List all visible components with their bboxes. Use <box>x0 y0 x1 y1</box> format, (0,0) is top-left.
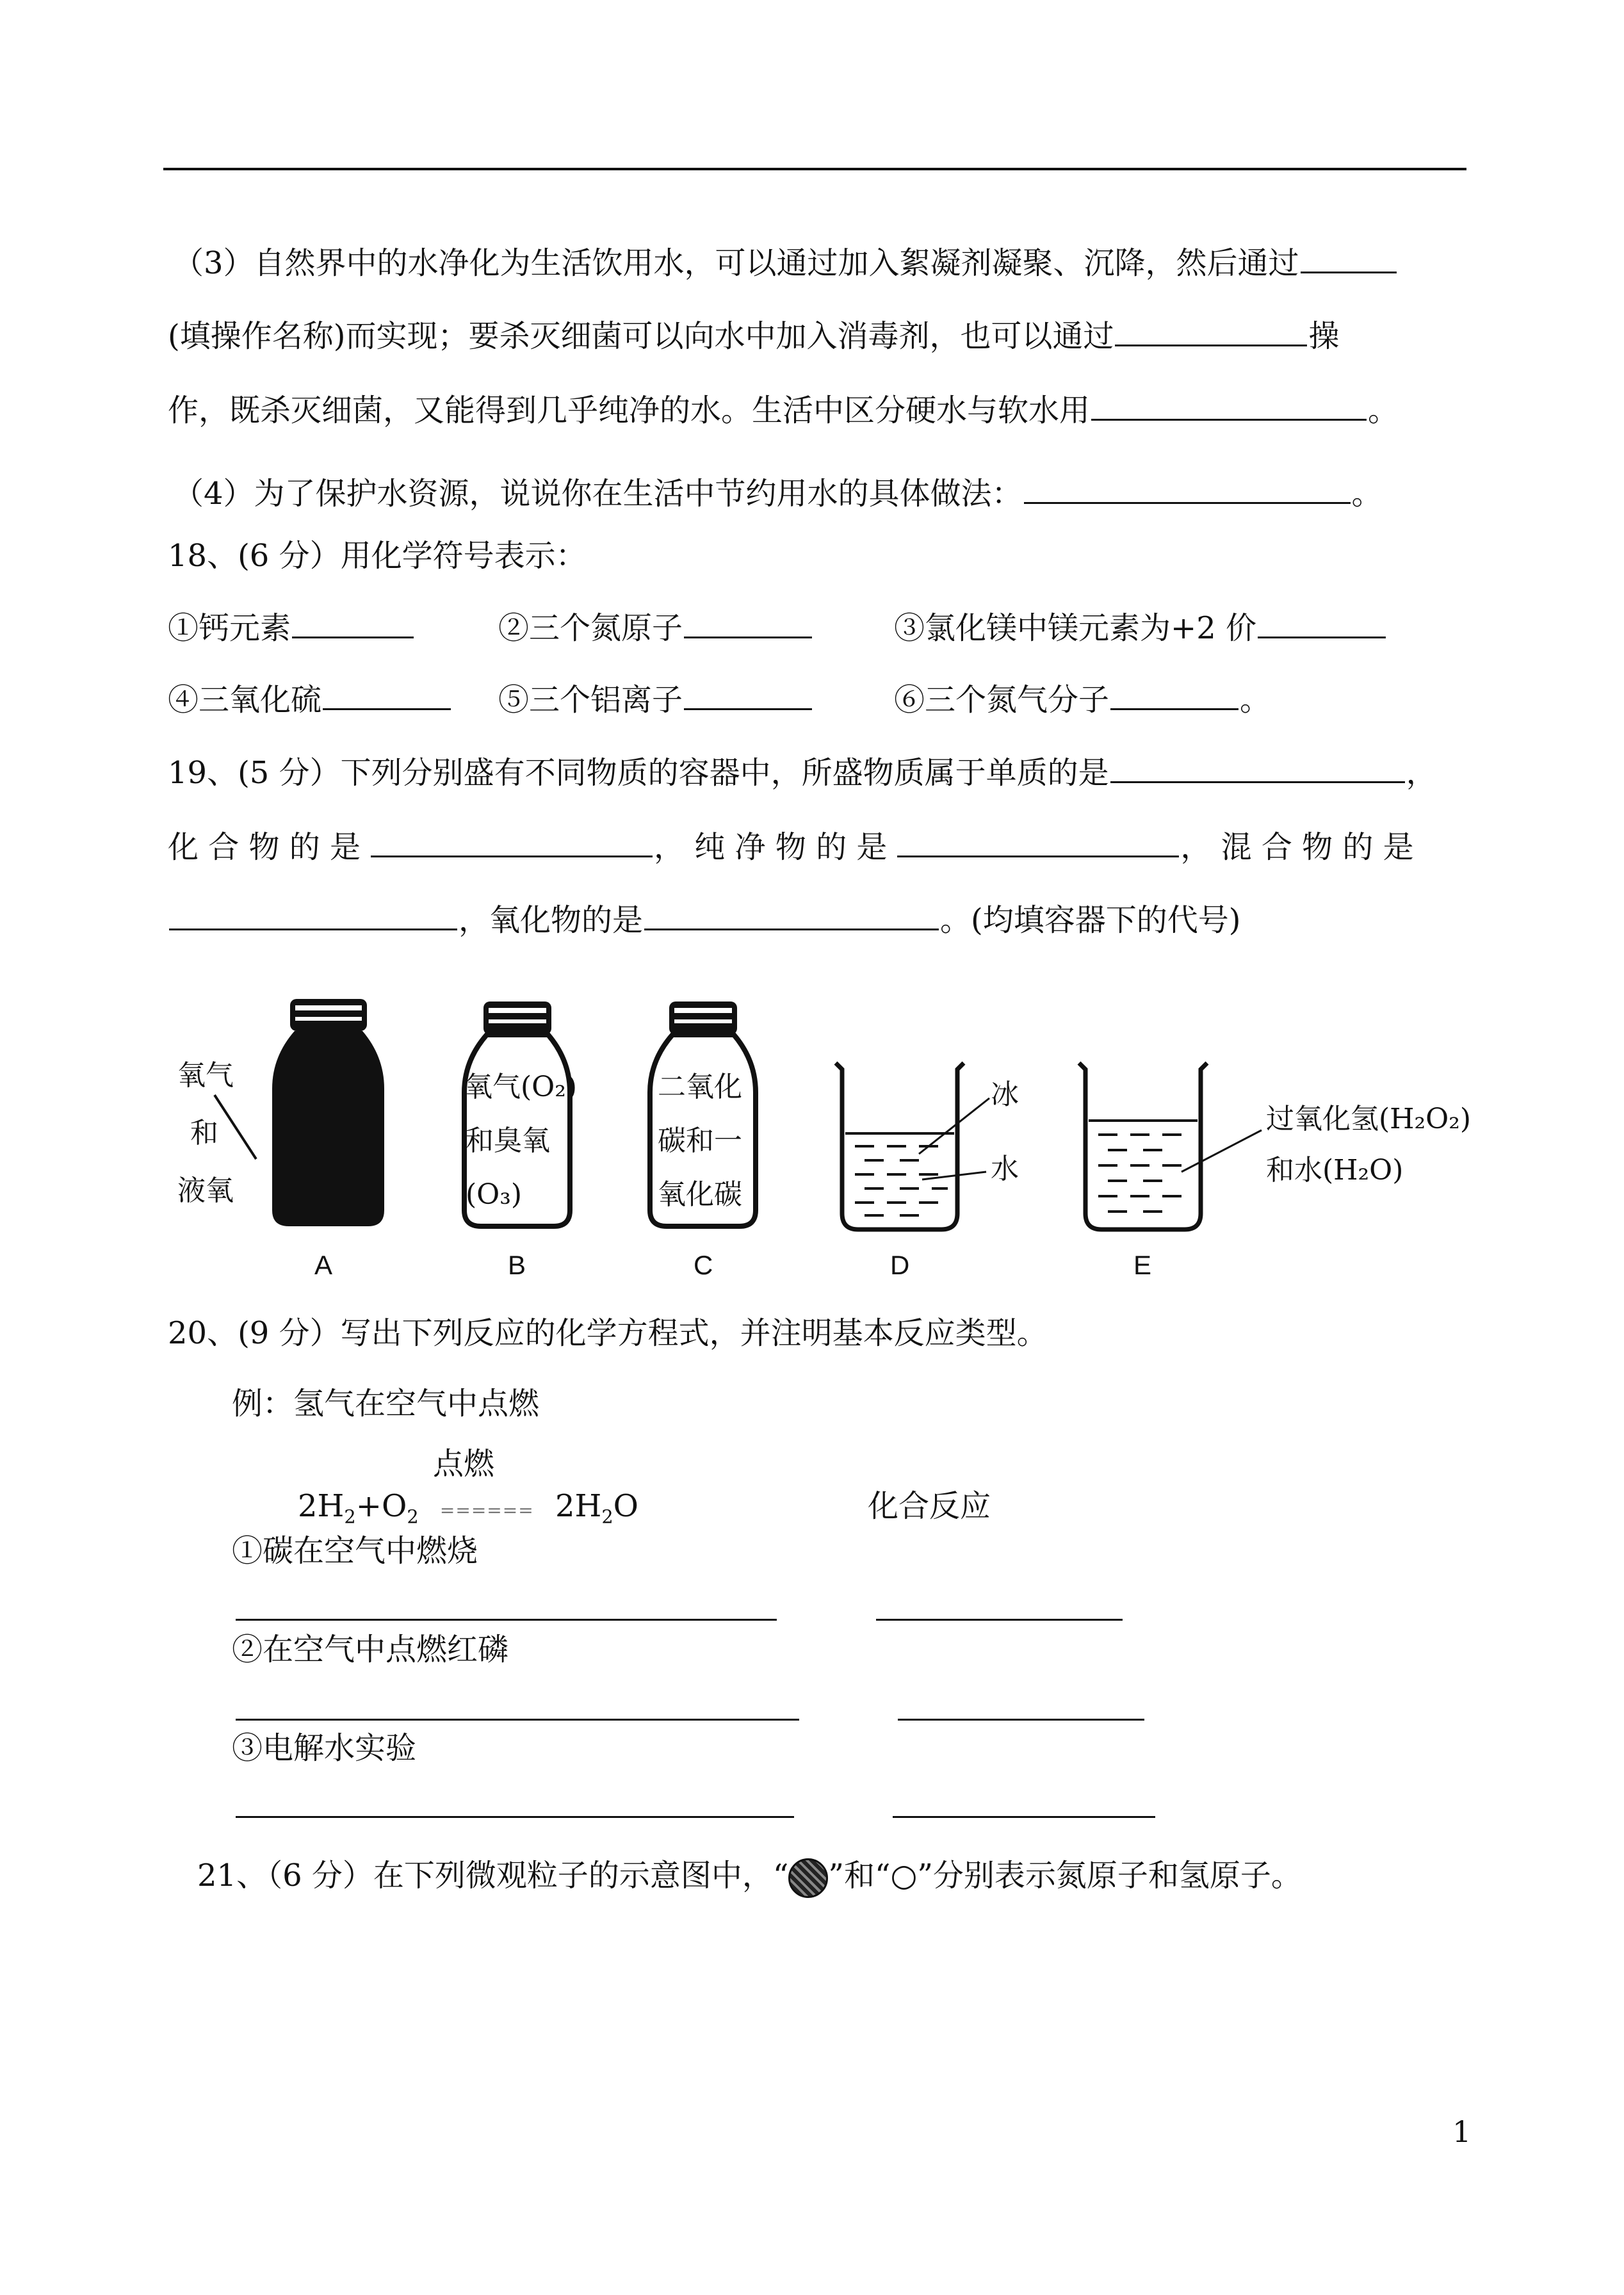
q17-p3-text-a: （3）自然界中的水净化为生活饮用水，可以通过加入絮凝剂凝聚、沉降，然后通过 <box>173 245 1299 281</box>
beaker-e <box>1079 1063 1262 1229</box>
answer-blank[interactable] <box>1110 752 1405 783</box>
q20-example: 例：氢气在空气中点燃 <box>232 1386 540 1422</box>
container-d-ice-label: 冰 <box>991 1078 1019 1111</box>
q18-item-1: ①钙元素 <box>168 607 415 647</box>
q20-condition: 点燃 <box>433 1446 495 1482</box>
answer-blank[interactable] <box>644 899 939 930</box>
q20-item-3: ③电解水实验 <box>232 1730 417 1766</box>
q17-p3-line2 <box>168 315 1339 355</box>
container-e-label-1: 过氧化氢(H₂O₂) <box>1266 1103 1472 1135</box>
q18-item-4: ④三氧化硫 <box>168 679 452 719</box>
container-b-text-3: (O₃) <box>466 1178 523 1211</box>
answer-blank[interactable] <box>1301 242 1397 273</box>
q18-item-2: ②三个氮原子 <box>498 607 813 647</box>
answer-line-type-1[interactable] <box>876 1619 1123 1621</box>
q19-line3: ，氧化物的是 。(均填容器下的代号) <box>168 899 1240 939</box>
q18-item-5: ⑤三个铝离子 <box>498 679 813 719</box>
header-rule <box>163 168 1466 170</box>
container-a-label-1: 氧气 <box>177 1059 234 1092</box>
q17-p3-text-c: 作，既杀灭细菌，又能得到几乎纯净的水。生活中区分硬水与软水用 <box>168 393 1091 428</box>
answer-blank[interactable] <box>684 607 812 638</box>
answer-blank[interactable] <box>1110 679 1238 710</box>
q21-line: 21、（6 分）在下列微观粒子的示意图中，“ ”和“○”分别表示氮原子和氢原子。 <box>197 1853 1302 1898</box>
q19-line2: 化 合 物 的 是 ， 纯 净 物 的 是 ， 混 合 物 的 是 <box>168 826 1414 866</box>
container-c-text-3: 氧化碳 <box>658 1178 742 1211</box>
q17-p3-line1 <box>173 242 1398 282</box>
q17-p3-text-b-end: 操 <box>1308 318 1340 354</box>
reaction-arrow: ====== <box>439 1500 534 1521</box>
container-a-label-3: 液氧 <box>177 1174 234 1207</box>
container-b-text-1: 氧气(O₂) <box>464 1071 578 1103</box>
beaker-d <box>836 1063 989 1229</box>
answer-blank[interactable] <box>1091 389 1367 421</box>
container-e-label-2: 和水(H₂O) <box>1266 1154 1404 1187</box>
answer-blank[interactable] <box>897 826 1179 857</box>
container-caption-b: B <box>508 1250 526 1280</box>
answer-blank[interactable] <box>684 679 812 710</box>
bottle-a <box>215 999 384 1226</box>
answer-blank[interactable] <box>371 826 653 857</box>
q20-reaction-type: 化合反应 <box>868 1488 991 1524</box>
answer-line-type-2[interactable] <box>898 1719 1144 1721</box>
q20-equation: $2H_2+O_2$ ====== $2H_2O$ <box>298 1488 639 1528</box>
container-caption-d: D <box>890 1250 910 1280</box>
page-number: 1 <box>1452 2114 1472 2149</box>
q17-p3-text-b: (填操作名称)而实现；要杀灭细菌可以向水中加入消毒剂，也可以通过 <box>168 318 1114 354</box>
container-b-text-2: 和臭氧 <box>466 1124 550 1157</box>
answer-line-equation-3[interactable] <box>236 1816 794 1818</box>
q17-p4-text: （4）为了保护水资源，说说你在生活中节约用水的具体做法： <box>173 476 1023 512</box>
q17-p4-end: 。 <box>1351 476 1383 512</box>
q19-line1: 19、(5 分）下列分别盛有不同物质的容器中，所盛物质属于单质的是 ， <box>168 752 1437 792</box>
q20-item-2: ②在空气中点燃红磷 <box>232 1632 509 1667</box>
answer-blank[interactable] <box>169 899 457 930</box>
answer-line-type-3[interactable] <box>893 1816 1155 1818</box>
container-caption-a: A <box>314 1250 333 1280</box>
container-a-label-2: 和 <box>190 1117 218 1149</box>
container-d-water-label: 水 <box>991 1153 1019 1185</box>
container-c-text-1: 二氧化 <box>658 1071 742 1103</box>
container-caption-c: C <box>694 1250 713 1280</box>
answer-line-equation-2[interactable] <box>236 1719 799 1721</box>
answer-blank[interactable] <box>1024 473 1351 504</box>
answer-blank[interactable] <box>292 607 414 638</box>
containers-figure <box>163 986 1476 1293</box>
container-c-text-2: 碳和一 <box>658 1124 742 1157</box>
q20-item-1: ①碳在空气中燃烧 <box>232 1533 478 1569</box>
q17-p3-line3 <box>168 389 1399 430</box>
container-caption-e: E <box>1133 1250 1152 1280</box>
q18-title: 18、(6 分）用化学符号表示： <box>168 538 587 574</box>
nitrogen-atom-icon <box>788 1858 828 1898</box>
q17-p4-line <box>173 473 1383 513</box>
answer-blank[interactable] <box>323 679 451 710</box>
q18-item-3: ③氯化镁中镁元素为+2 价 <box>894 607 1387 647</box>
q17-p3-text-c-end: 。 <box>1368 393 1399 428</box>
q18-item-6: ⑥三个氮气分子 。 <box>894 679 1271 719</box>
answer-line-equation-1[interactable] <box>236 1619 777 1621</box>
answer-blank[interactable] <box>1258 607 1386 638</box>
q20-title: 20、(9 分）写出下列反应的化学方程式，并注明基本反应类型。 <box>168 1315 1048 1351</box>
answer-blank[interactable] <box>1115 315 1307 346</box>
containers-drawing <box>163 986 1476 1293</box>
